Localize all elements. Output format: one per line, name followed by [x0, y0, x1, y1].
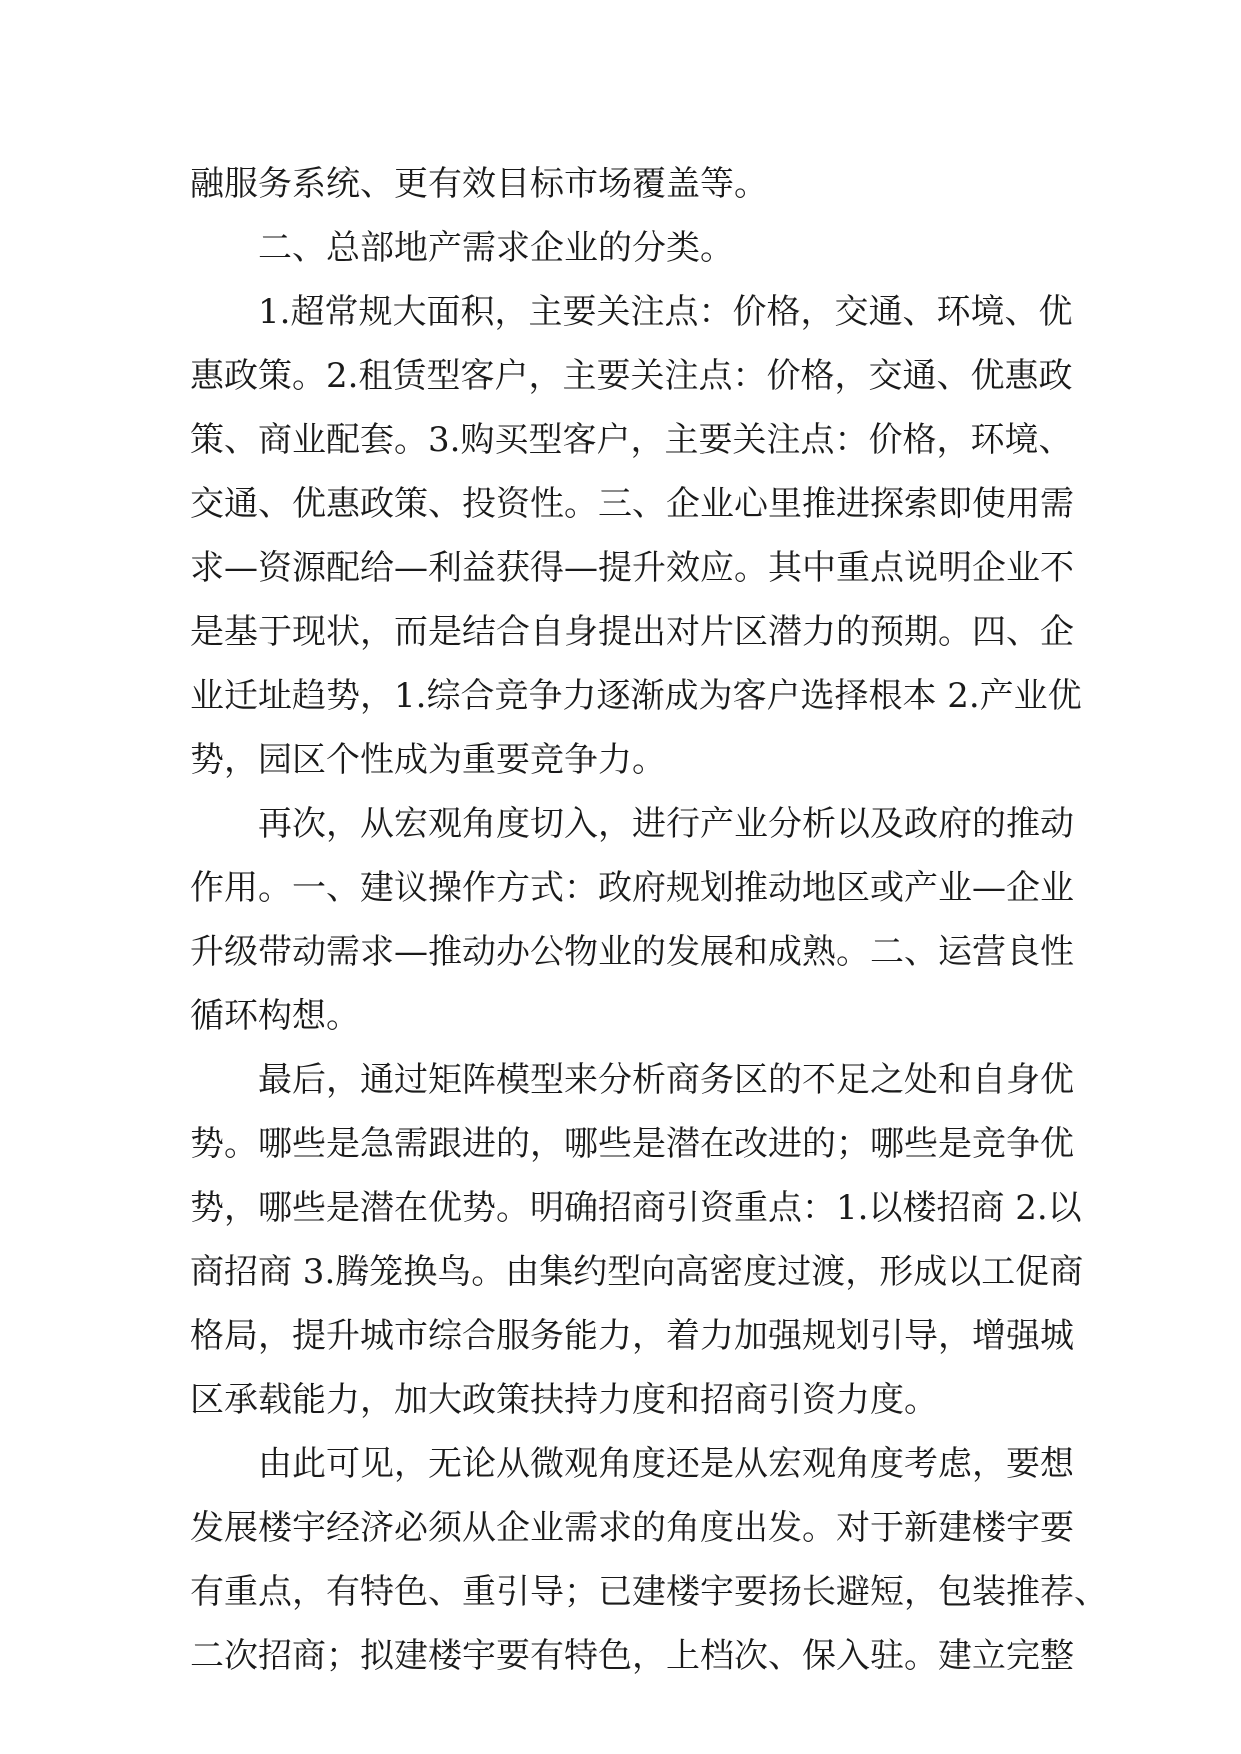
text-line: 格局，提升城市综合服务能力，着力加强规划引导，增强城	[190, 1316, 1074, 1356]
text-line: 有重点，有特色、重引导；已建楼宇要扬长避短，包装推荐、	[190, 1572, 1108, 1612]
text-line: 势，哪些是潜在优势。明确招商引资重点：1.以楼招商 2.以	[190, 1188, 1082, 1228]
text-line: 由此可见，无论从微观角度还是从宏观角度考虑，要想	[258, 1444, 1074, 1484]
text-line: 交通、优惠政策、投资性。三、企业心里推进探索即使用需	[190, 484, 1074, 524]
text-line: 再次，从宏观角度切入，进行产业分析以及政府的推动	[258, 804, 1074, 844]
text-line: 区承载能力，加大政策扶持力度和招商引资力度。	[190, 1380, 938, 1420]
text-line: 势。哪些是急需跟进的，哪些是潜在改进的；哪些是竞争优	[190, 1124, 1074, 1164]
text-line: 二次招商；拟建楼宇要有特色，上档次、保入驻。建立完整	[190, 1636, 1074, 1676]
text-line: 求—资源配给—利益获得—提升效应。其中重点说明企业不	[190, 548, 1074, 588]
text-line: 升级带动需求—推动办公物业的发展和成熟。二、运营良性	[190, 932, 1074, 972]
text-line: 循环构想。	[190, 996, 360, 1036]
text-line: 1.超常规大面积，主要关注点：价格，交通、环境、优	[258, 292, 1073, 332]
text-line: 策、商业配套。3.购买型客户，主要关注点：价格，环境、	[190, 420, 1073, 460]
text-line: 势，园区个性成为重要竞争力。	[190, 740, 666, 780]
document-body	[190, 152, 1108, 1688]
text-line: 业迁址趋势，1.综合竞争力逐渐成为客户选择根本 2.产业优	[190, 676, 1082, 716]
text-line: 商招商 3.腾笼换鸟。由集约型向高密度过渡，形成以工促商	[190, 1252, 1084, 1292]
text-line: 二、总部地产需求企业的分类。	[258, 228, 734, 268]
text-line: 作用。一、建议操作方式：政府规划推动地区或产业—企业	[190, 868, 1074, 908]
text-line: 最后，通过矩阵模型来分析商务区的不足之处和自身优	[258, 1060, 1074, 1100]
text-line: 发展楼宇经济必须从企业需求的角度出发。对于新建楼宇要	[190, 1508, 1074, 1548]
text-line: 是基于现状，而是结合自身提出对片区潜力的预期。四、企	[190, 612, 1074, 652]
text-line: 融服务系统、更有效目标市场覆盖等。	[190, 164, 768, 204]
text-line: 惠政策。2.租赁型客户，主要关注点：价格，交通、优惠政	[190, 356, 1073, 396]
